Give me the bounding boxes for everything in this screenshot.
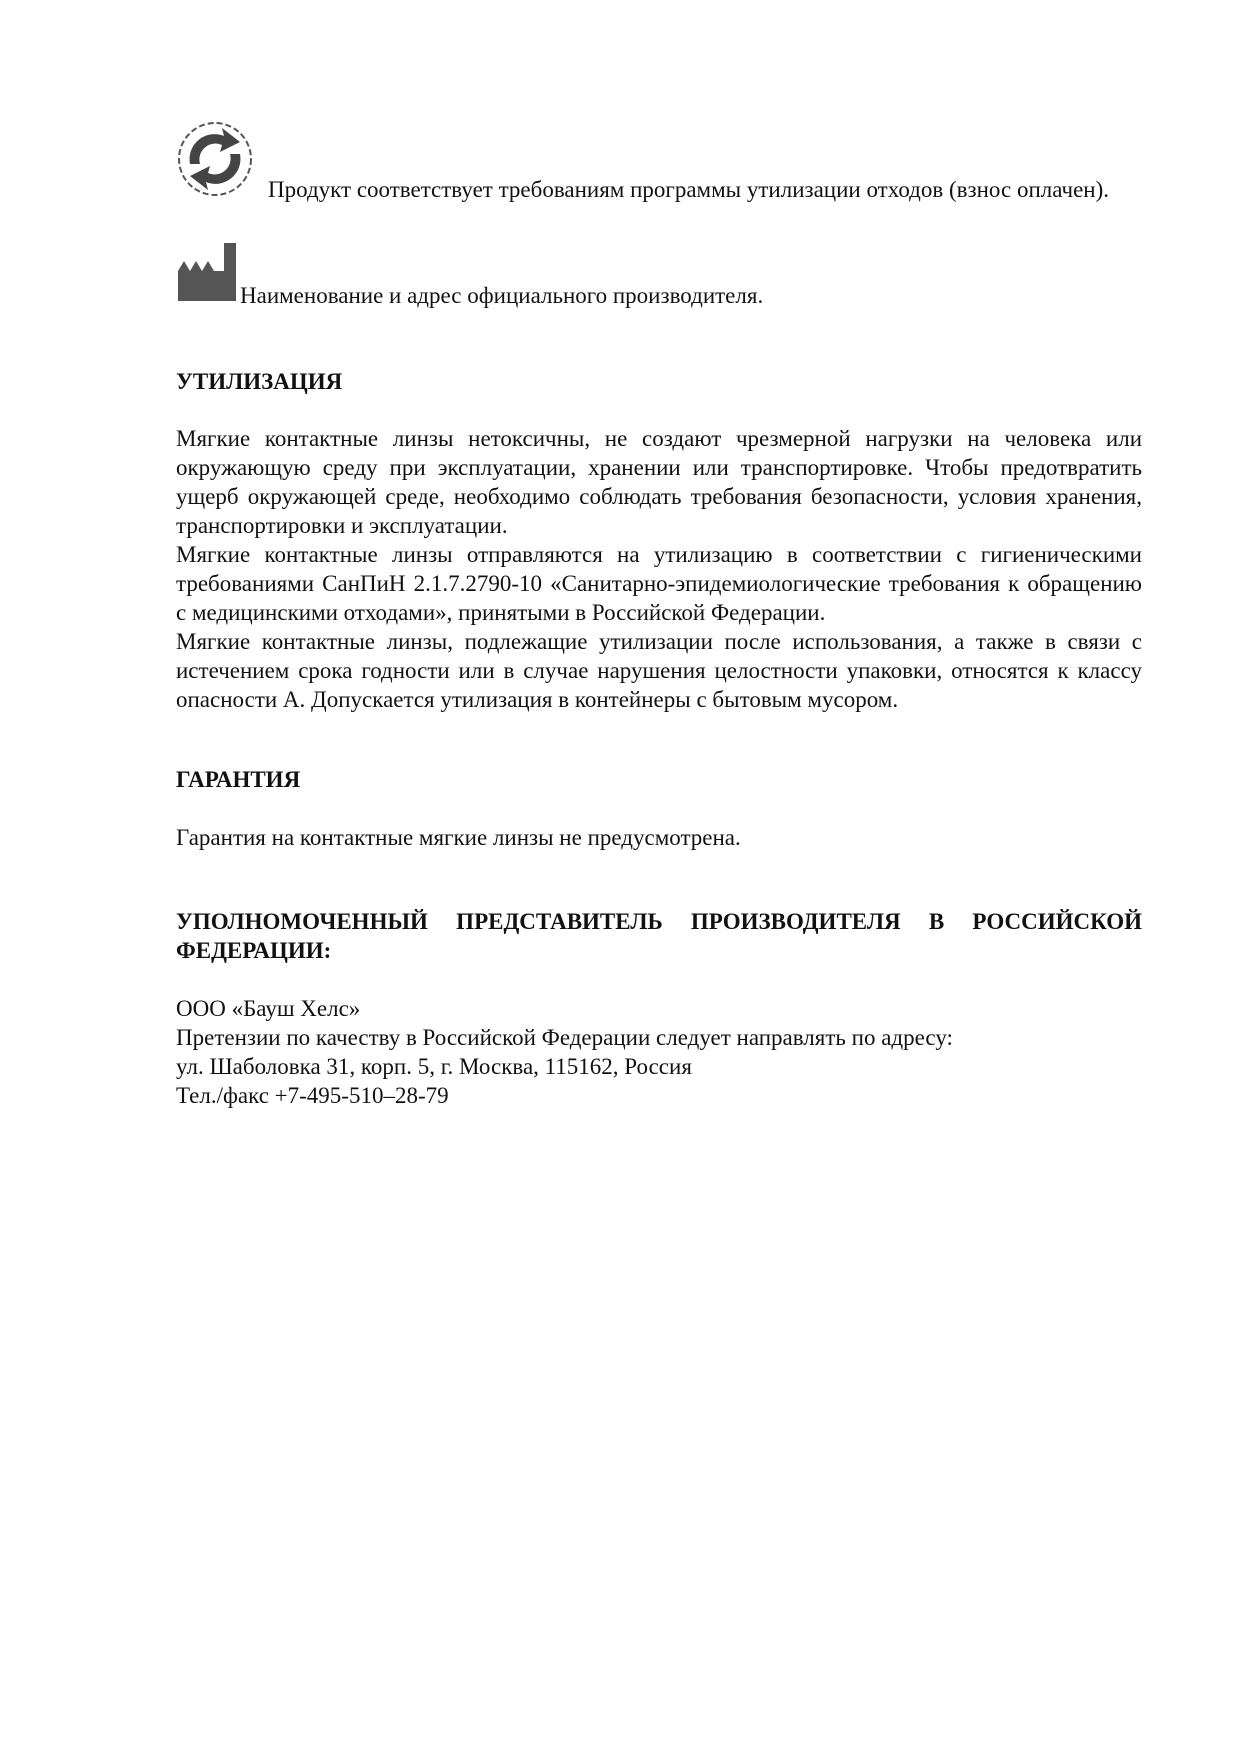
disposal-paragraph: Мягкие контактные линзы нетоксичны, не создают чрезмерной нагрузки на человека или окружающую среду при эксплуатации, хранении или транспортировке. Чтобы предотвратить ущерб окружающей среде, необходимо соблюдать требования безопасности, условия хранения, транспортировки и эксплуатации. (176, 426, 1142, 538)
representative-heading: УПОЛНОМОЧЕННЫЙ ПРЕДСТАВИТЕЛЬ ПРОИЗВОДИТЕЛЯ В РОССИЙСКОЙ ФЕДЕРАЦИИ: (176, 909, 1142, 963)
manufacturer-symbol-description: Наименование и адрес официального производителя. (240, 283, 764, 308)
recycling-symbol-description: Продукт соответствует требованиям программы утилизации отходов (взнос оплачен). (268, 177, 1110, 202)
disposal-heading: УТИЛИЗАЦИЯ (176, 369, 343, 394)
manufacturer-factory-icon (178, 243, 236, 301)
representative-details (176, 994, 1142, 1110)
warranty-heading: ГАРАНТИЯ (176, 767, 301, 792)
warranty-text: Гарантия на контактные мягкие линзы не предусмотрена. (176, 825, 741, 850)
disposal-paragraph: Мягкие контактные линзы, подлежащие утилизации после использования, а также в связи с истечением срока годности или в случае нарушения целостности упаковки, относятся к классу опасности А. Допускается утилизация в контейнеры с бытовым мусором. (176, 629, 1142, 712)
disposal-section (176, 424, 1142, 714)
claims-note: Претензии по качеству в Российской Федерации следует направлять по адресу: (176, 1025, 953, 1050)
disposal-paragraph: Мягкие контактные линзы отправляются на утилизацию в соответствии с гигиеническими требованиями СанПиН 2.1.7.2790-10 «Санитарно-эпидемиологические требования к обращению с медицинскими отходами», принятыми в Российской Федерации. (176, 542, 1142, 625)
phone-fax: Тел./факс +7-495-510–28-79 (176, 1083, 449, 1108)
address: ул. Шаболовка 31, корп. 5, г. Москва, 115162, Россия (176, 1054, 692, 1079)
company-name: ООО «Бауш Хелс» (176, 996, 361, 1021)
